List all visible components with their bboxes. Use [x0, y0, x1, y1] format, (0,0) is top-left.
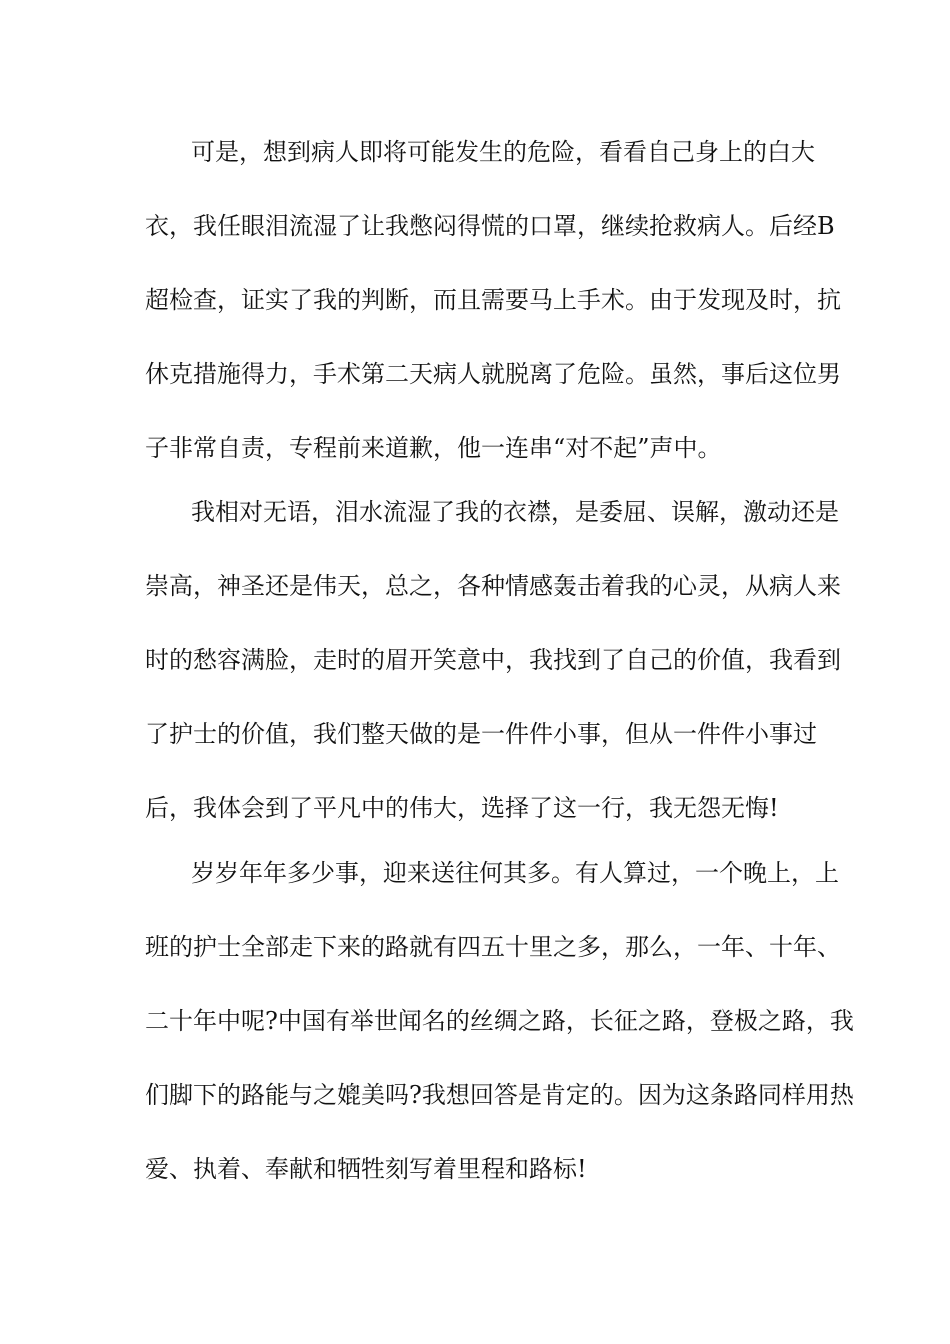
text-line: 休克措施得力，手术第二天病人就脱离了危险。虽然，事后这位男	[145, 360, 841, 388]
text-line: 爱、执着、奉献和牺牲刻写着里程和路标!	[145, 1155, 587, 1183]
text-line: 二十年中呢?中国有举世闻名的丝绸之路，长征之路，登极之路，我	[145, 1007, 854, 1035]
text-line: 崇高，神圣还是伟天，总之，各种情感轰击着我的心灵，从病人来	[145, 572, 841, 600]
text-line: 后，我体会到了平凡中的伟大，选择了这一行，我无怨无悔!	[145, 794, 779, 822]
text-line: 我相对无语，泪水流湿了我的衣襟，是委屈、误解，激动还是	[191, 498, 839, 526]
text-line: 了护士的价值，我们整天做的是一件件小事，但从一件件小事过	[145, 720, 817, 748]
text-line: 超检查，证实了我的判断，而且需要马上手术。由于发现及时，抗	[145, 286, 841, 314]
text-line: 时的愁容满脸，走时的眉开笑意中，我找到了自己的价值，我看到	[145, 646, 841, 674]
text-line: 衣，我任眼泪流湿了让我憋闷得慌的口罩，继续抢救病人。后经B	[145, 212, 835, 240]
text-line: 岁岁年年多少事，迎来送往何其多。有人算过，一个晚上，上	[191, 859, 839, 887]
text-line: 子非常自责，专程前来道歉，他一连串“对不起”声中。	[145, 434, 722, 462]
text-line: 班的护士全部走下来的路就有四五十里之多，那么，一年、十年、	[145, 933, 841, 961]
text-line: 可是，想到病人即将可能发生的危险，看看自己身上的白大	[191, 138, 815, 166]
text-line: 们脚下的路能与之媲美吗?我想回答是肯定的。因为这条路同样用热	[145, 1081, 854, 1109]
